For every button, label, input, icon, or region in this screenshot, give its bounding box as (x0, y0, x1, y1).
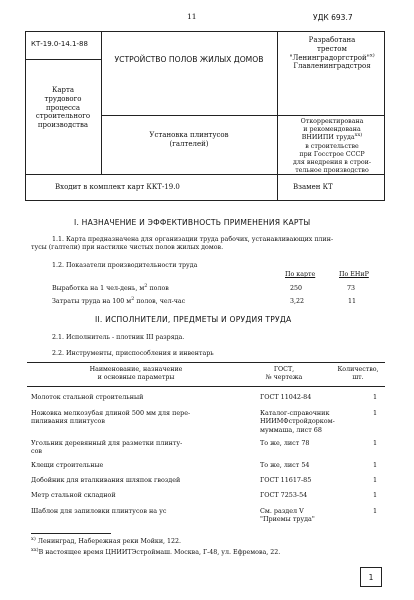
table-row: Метр стальной складной ГОСТ 7253-54 1 (31, 491, 378, 499)
footnote-divider (31, 533, 111, 534)
page-number-top: 11 (187, 12, 197, 21)
productivity-card: 250 (290, 285, 303, 292)
paragraph-2-2: 2.2. Инструменты, приспособления и инвентарь (52, 350, 214, 357)
labor-cost-enir: 11 (348, 298, 357, 305)
table-row: Добойник для вталкивания шляпок гвоздей ГОСТ 11617-85 1 (31, 476, 378, 484)
productivity-label: Выработка на 1 чел-день, $м^2$ полов (52, 282, 169, 292)
paragraph-1-1: 1.1. Карта предназначена для организации труда рабочих, устанавливающих плин- тусы (галтели) при настилке чистых полов жилых домов. (31, 236, 334, 252)
replaces-card: Взамен КТ (293, 183, 333, 191)
labor-cost-label: Затраты труда на 100 $м^2$ полов, чел-час (52, 295, 186, 305)
included-in-set: Входит в комплект карт ККТ-19.0 (55, 183, 180, 191)
table-head-gost: ГОСТ, № чертежа (265, 366, 303, 382)
table-head-qty: Количество, шт. (337, 366, 379, 382)
page-number-box: 1 (360, 567, 382, 587)
table-row: Шаблон для запиловки плинтусов на ус См. раздел V "Приемы труда" 1 (31, 507, 378, 524)
table-row: Молоток стальной строительный ГОСТ 11042-84 1 (31, 393, 378, 401)
footnote-2: $^{хх)}$В настоящее время ЦНИИТЭстроймаш. Москва, Г-48, ул. Ефремова, 22. (31, 546, 281, 556)
document-title: УСТРОЙСТВО ПОЛОВ ЖИЛЫХ ДОМОВ (114, 55, 264, 64)
card-code: КТ-19.0-14.1-88 (31, 40, 88, 48)
footnote-1: $^{х)}$ Ленинград, Набережная реки Мойки, 122. (31, 535, 182, 545)
udk-code: УДК 693.7 (313, 13, 353, 22)
table-head-name: Наименование, назначение и основные параметры (89, 366, 183, 382)
document-subtitle: Установка плинтусов (галтелей) (149, 131, 229, 148)
section-2-title: II. ИСПОЛНИТЕЛИ, ПРЕДМЕТЫ И ОРУДИЯ ТРУДА (95, 315, 292, 324)
paragraph-2-1: 2.1. Исполнитель - плотник III разряда. (52, 334, 185, 341)
labor-cost-card: 3,22 (290, 298, 305, 305)
section-1-title: I. НАЗНАЧЕНИЕ И ЭФФЕКТИВНОСТЬ ПРИМЕНЕНИЯ КАРТЫ (74, 218, 311, 227)
table-row: Угольник деревянный для разметки плинту- сов То же, лист 78 1 (31, 439, 378, 456)
paragraph-1-2: 1.2. Показатели производительности труда (52, 262, 198, 269)
approval-info: Откорректирована и рекомендована ВНИИПИ труда$^{хх)}$ в строительстве при Госстрое СССР для внедрения в строи- тельное производство (292, 118, 372, 175)
table-row: Клещи строительные То же, лист 54 1 (31, 461, 378, 469)
col-by-card: По карте (285, 271, 316, 278)
developer-info: Разработана трестом "Ленинградоргстрой"$^{х)}$ Главленинградстроя (289, 36, 375, 71)
table-row: Ножовка мелкозубая длиной 500 мм для пере- пиливания плинтусов Каталог-справочник НИИМФстройдорком- муммаша, лист 68 1 (31, 409, 378, 434)
card-label: Карта трудового процесса строительного производства (35, 86, 91, 129)
col-by-enir: По ЕНиР (339, 271, 369, 278)
productivity-enir: 73 (347, 285, 356, 292)
